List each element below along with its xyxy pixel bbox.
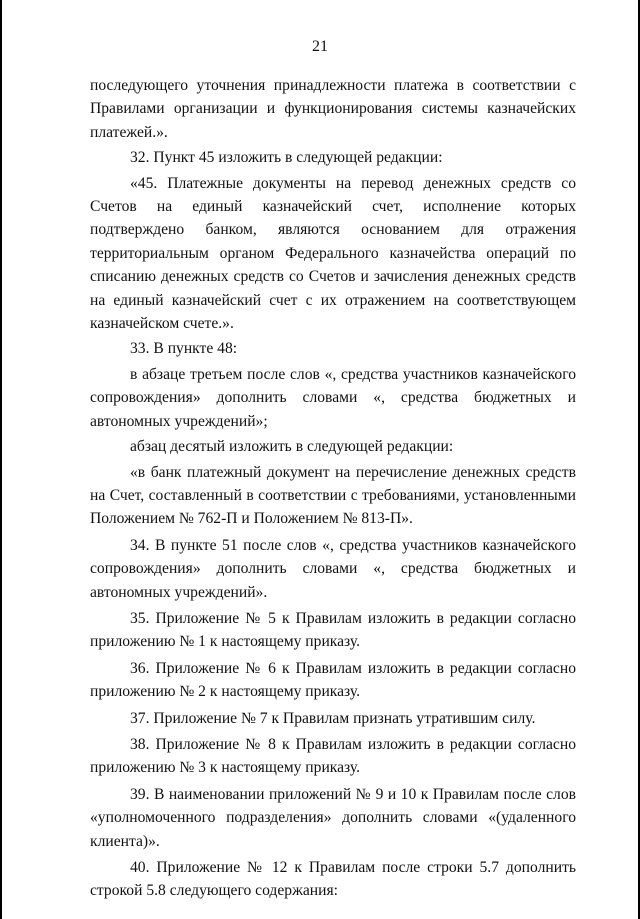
paragraph-paragraph-three-amendment: в абзаце третьем после слов «, средства участников казначейского сопровождения» дополнить словами «, средства бюджетных и автономных учреждений»; (90, 365, 576, 430)
paragraph-item-33: 33. В пункте 48: (130, 340, 238, 358)
page-number: 21 (312, 38, 328, 55)
paragraph-quote-45: «45. Платежные документы на перевод денежных средств со Счетов на единый казначейский счет, исполнение которых подтверждено банком, являются основанием для отражения территориальным органом Федерального казначейства операций по списанию денежных средств со Счетов и зачисления денежных средств на единый казначейский счет с их отражением на соответствующем казначейском счете.». (90, 174, 576, 333)
paragraph-item-34: 34. В пункте 51 после слов «, средства участников казначейского сопровождения» дополнить словами «, средства бюджетных и автономных учреждений». (90, 536, 576, 601)
paragraph-quote-bank-document: «в банк платежный документ на перечисление денежных средств на Счет, составленный в соответствии с требованиями, установленными Положением № 762-П и Положением № 813-П». (90, 463, 576, 528)
scan-left-edge (0, 0, 2, 919)
paragraph-item-40: 40. Приложение № 12 к Правилам после строки 5.7 дополнить строкой 5.8 следующего содержания: (90, 859, 576, 900)
paragraph-item-32: 32. Пункт 45 изложить в следующей редакции: (130, 149, 443, 167)
paragraph-item-39: 39. В наименовании приложений № 9 и 10 к Правилам после слов «уполномоченного подразделения» дополнить словами «(удаленного клиента)». (90, 785, 576, 850)
paragraph-item-37: 37. Приложение № 7 к Правилам признать утратившим силу. (130, 709, 536, 727)
document-body (90, 74, 576, 905)
paragraph-item-35: 35. Приложение № 5 к Правилам изложить в редакции согласно приложению № 1 к настоящему приказу. (90, 609, 576, 651)
paragraph-item-36: 36. Приложение № 6 к Правилам изложить в редакции согласно приложению № 2 к настоящему приказу. (90, 659, 576, 701)
paragraph-item-38: 38. Приложение № 8 к Правилам изложить в редакции согласно приложению № 3 к настоящему приказу. (90, 735, 576, 777)
paragraph-paragraph-ten-intro: абзац десятый изложить в следующей редакции: (130, 438, 454, 456)
paragraph-continuation: последующего уточнения принадлежности платежа в соответствии с Правилами организации и функционирования системы казначейских платежей.». (90, 77, 576, 141)
